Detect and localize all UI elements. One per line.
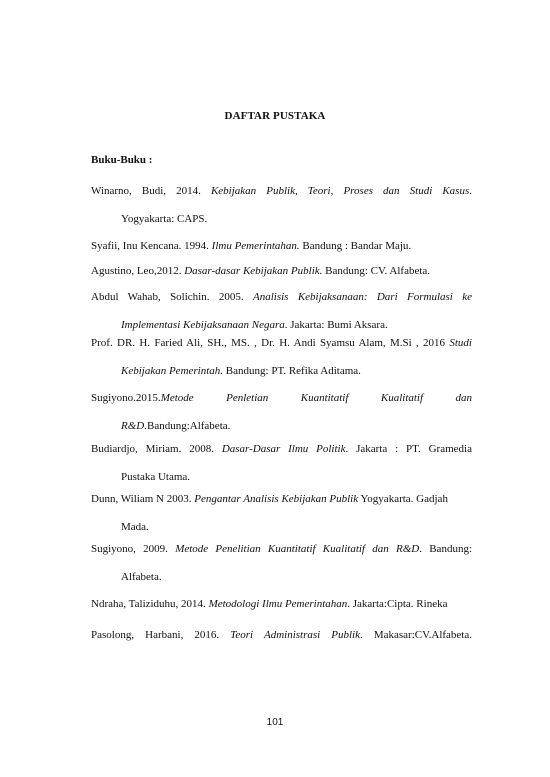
reference-entry [91, 292, 472, 331]
reference-line-cont: Implementasi Kebijaksanaan Negara. Jakarta: Bumi Aksara. [121, 319, 388, 331]
reference-line-cont: Mada. [121, 521, 149, 533]
reference-line: Syafii, Inu Kencana. 1994. Ilmu Pemerintahan. Bandung : Bandar Maju. [91, 240, 412, 252]
reference-entry [91, 444, 472, 483]
reference-entry [91, 338, 472, 377]
reference-line-cont: Pustaka Utama. [121, 471, 191, 483]
reference-line: Sugiyono, 2009. Metode Penelitian Kuantitatif Kualitatif dan R&D. Bandung: [91, 543, 472, 555]
reference-line: Pasolong, Harbani, 2016. Teori Administrasi Publik. Makasar:CV.Alfabeta. [91, 629, 472, 641]
reference-line: Ndraha, Taliziduhu, 2014. Metodologi Ilmu Pemerintahan. Jakarta:Cipta. Rineka [91, 598, 448, 610]
reference-entry [91, 494, 472, 533]
reference-entry [91, 630, 472, 641]
reference-line-cont: R&D.Bandung:Alfabeta. [121, 420, 231, 432]
reference-line: Winarno, Budi, 2014. Kebijakan Publik, Teori, Proses dan Studi Kasus. [91, 185, 472, 197]
reference-line: Budiardjo, Miriam. 2008. Dasar-Dasar Ilmu Politik. Jakarta : PT. Gramedia [91, 443, 472, 455]
reference-line: Dunn, Wiliam N 2003. Pengantar Analisis Kebijakan Publik Yogyakarta. Gadjah [91, 493, 448, 505]
reference-entry [91, 186, 472, 225]
page-number: 101 [266, 717, 284, 728]
section-heading: Buku-Buku : [91, 154, 153, 166]
reference-line: Abdul Wahab, Solichin. 2005. Analisis Kebijaksanaan: Dari Formulasi ke [91, 291, 472, 303]
reference-line: Prof. DR. H. Faried Ali, SH., MS. , Dr. H. Andi Syamsu Alam, M.Si , 2016 Studi [91, 337, 472, 349]
reference-entry [91, 266, 472, 277]
reference-entry [91, 544, 472, 583]
reference-line-cont: Yogyakarta: CAPS. [121, 213, 208, 225]
page-title: DAFTAR PUSTAKA [224, 110, 326, 122]
reference-entry [91, 393, 472, 432]
reference-entry [91, 241, 472, 252]
reference-line: Agustino, Leo,2012. Dasar-dasar Kebijakan Publik. Bandung: CV. Alfabeta. [91, 265, 431, 277]
reference-line: Sugiyono.2015.Metode Penletian Kuantitatif Kualitatif dan [91, 392, 472, 404]
reference-entry [91, 599, 472, 610]
reference-line-cont: Alfabeta. [121, 571, 162, 583]
reference-line-cont: Kebijakan Pemerintah. Bandung: PT. Refika Aditama. [121, 365, 361, 377]
